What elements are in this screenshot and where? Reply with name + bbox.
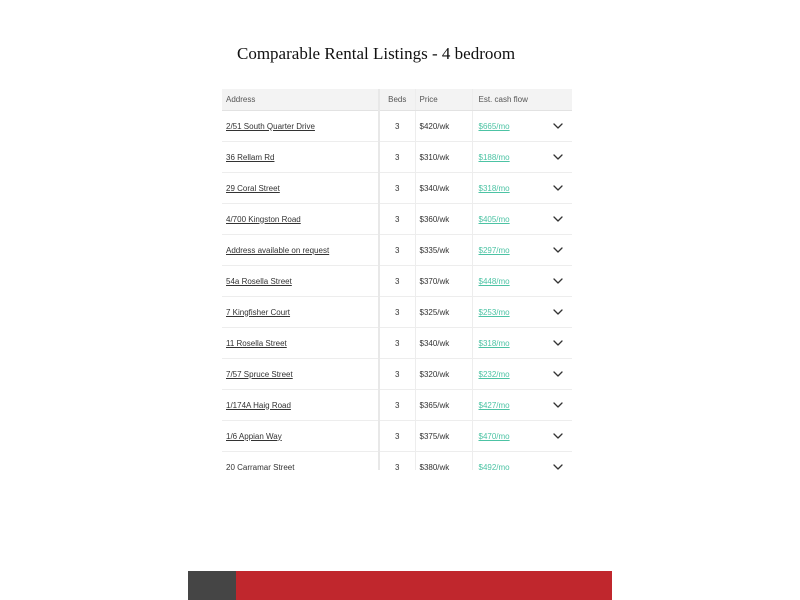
cell-address	[222, 328, 379, 359]
header-price: Price	[415, 89, 472, 111]
table-row[interactable]	[222, 452, 572, 471]
expand-row-button[interactable]	[544, 142, 572, 173]
address-link[interactable]: 20 Carramar Street	[226, 462, 295, 470]
chevron-down-icon	[553, 154, 563, 160]
cell-cashflow	[472, 266, 544, 297]
cell-cashflow	[472, 235, 544, 266]
address-link[interactable]: 4/700 Kingston Road	[226, 214, 301, 224]
expand-row-button[interactable]	[544, 235, 572, 266]
expand-row-button[interactable]	[544, 421, 572, 452]
chevron-down-icon	[553, 371, 563, 377]
expand-row-button[interactable]	[544, 297, 572, 328]
cell-address	[222, 421, 379, 452]
cashflow-link[interactable]: $427/mo	[478, 400, 510, 410]
cell-price: $325/wk	[415, 297, 472, 328]
cell-cashflow	[472, 328, 544, 359]
cell-address	[222, 235, 379, 266]
cell-address	[222, 390, 379, 421]
cell-cashflow	[472, 204, 544, 235]
chevron-down-icon	[553, 123, 563, 129]
cell-beds: 3	[379, 390, 415, 421]
chevron-down-icon	[553, 464, 563, 470]
cell-price: $340/wk	[415, 328, 472, 359]
cell-price: $420/wk	[415, 111, 472, 142]
table-header-row	[222, 89, 572, 111]
cell-price: $310/wk	[415, 142, 472, 173]
address-link[interactable]: 11 Rosella Street	[226, 338, 287, 348]
cell-price: $335/wk	[415, 235, 472, 266]
expand-row-button[interactable]	[544, 359, 572, 390]
address-link[interactable]: 29 Coral Street	[226, 183, 280, 193]
cell-price: $380/wk	[415, 452, 472, 471]
cell-beds: 3	[379, 421, 415, 452]
listings-table	[222, 89, 572, 470]
table-row[interactable]	[222, 421, 572, 452]
cashflow-link[interactable]: $232/mo	[478, 369, 510, 379]
cell-beds: 3	[379, 173, 415, 204]
cell-cashflow	[472, 452, 544, 471]
cell-beds: 3	[379, 452, 415, 471]
table-row[interactable]	[222, 142, 572, 173]
cell-address	[222, 297, 379, 328]
address-link[interactable]: 7 Kingfisher Court	[226, 307, 291, 317]
cell-address	[222, 142, 379, 173]
table-row[interactable]	[222, 390, 572, 421]
cell-price: $375/wk	[415, 421, 472, 452]
expand-row-button[interactable]	[544, 111, 572, 142]
expand-row-button[interactable]	[544, 328, 572, 359]
chevron-down-icon	[553, 247, 563, 253]
cell-cashflow	[472, 421, 544, 452]
expand-row-button[interactable]	[544, 390, 572, 421]
header-toggle	[544, 89, 572, 111]
cell-cashflow	[472, 111, 544, 142]
header-cashflow: Est. cash flow	[472, 89, 544, 111]
expand-row-button[interactable]	[544, 452, 572, 471]
cell-price: $365/wk	[415, 390, 472, 421]
chevron-down-icon	[553, 309, 563, 315]
cell-price: $370/wk	[415, 266, 472, 297]
cell-beds: 3	[379, 297, 415, 328]
table-row[interactable]	[222, 173, 572, 204]
address-link[interactable]: 54a Rosella Street	[226, 276, 292, 286]
cell-address	[222, 204, 379, 235]
cell-beds: 3	[379, 235, 415, 266]
cell-price: $320/wk	[415, 359, 472, 390]
cell-address	[222, 173, 379, 204]
chevron-down-icon	[553, 278, 563, 284]
header-beds: Beds	[379, 89, 415, 111]
cell-beds: 3	[379, 359, 415, 390]
cell-cashflow	[472, 173, 544, 204]
chevron-down-icon	[553, 340, 563, 346]
table-row[interactable]	[222, 266, 572, 297]
cashflow-link[interactable]: $492/mo	[478, 462, 510, 470]
table-row[interactable]	[222, 359, 572, 390]
chevron-down-icon	[553, 433, 563, 439]
address-link[interactable]: 7/57 Spruce Street	[226, 369, 293, 379]
cashflow-link[interactable]: $405/mo	[478, 214, 510, 224]
cashflow-link[interactable]: $318/mo	[478, 338, 510, 348]
cell-beds: 3	[379, 266, 415, 297]
table-row[interactable]	[222, 328, 572, 359]
cell-price: $360/wk	[415, 204, 472, 235]
rental-listings-table	[222, 89, 572, 470]
table-row[interactable]	[222, 204, 572, 235]
expand-row-button[interactable]	[544, 266, 572, 297]
cell-beds: 3	[379, 142, 415, 173]
cell-cashflow	[472, 142, 544, 173]
cashflow-link[interactable]: $470/mo	[478, 431, 510, 441]
cashflow-link[interactable]: $665/mo	[478, 121, 510, 131]
table-row[interactable]	[222, 297, 572, 328]
footer-bar	[188, 571, 612, 600]
table-row[interactable]	[222, 111, 572, 142]
cashflow-link[interactable]: $253/mo	[478, 307, 510, 317]
cashflow-link[interactable]: $448/mo	[478, 276, 510, 286]
cell-address	[222, 266, 379, 297]
cell-cashflow	[472, 390, 544, 421]
cell-address	[222, 111, 379, 142]
address-link[interactable]: 1/6 Appian Way	[226, 431, 282, 441]
header-address: Address	[222, 89, 379, 111]
cell-price: $340/wk	[415, 173, 472, 204]
cell-beds: 3	[379, 204, 415, 235]
address-link[interactable]: 2/51 South Quarter Drive	[226, 121, 315, 131]
address-link[interactable]: 1/174A Haig Road	[226, 400, 291, 410]
cell-address	[222, 452, 379, 471]
address-link[interactable]: 36 Rellam Rd	[226, 152, 275, 162]
cell-cashflow	[472, 359, 544, 390]
cashflow-link[interactable]: $297/mo	[478, 245, 510, 255]
address-link[interactable]: Address available on request	[226, 245, 330, 255]
cashflow-link[interactable]: $188/mo	[478, 152, 510, 162]
footer-dark-block	[188, 571, 236, 600]
table-row[interactable]	[222, 235, 572, 266]
expand-row-button[interactable]	[544, 173, 572, 204]
cell-beds: 3	[379, 111, 415, 142]
chevron-down-icon	[553, 185, 563, 191]
cell-address	[222, 359, 379, 390]
chevron-down-icon	[553, 402, 563, 408]
chevron-down-icon	[553, 216, 563, 222]
expand-row-button[interactable]	[544, 204, 572, 235]
cell-cashflow	[472, 297, 544, 328]
footer-red-block	[236, 571, 612, 600]
cashflow-link[interactable]: $318/mo	[478, 183, 510, 193]
cell-beds: 3	[379, 328, 415, 359]
page-title: Comparable Rental Listings - 4 bedroom	[237, 44, 516, 63]
